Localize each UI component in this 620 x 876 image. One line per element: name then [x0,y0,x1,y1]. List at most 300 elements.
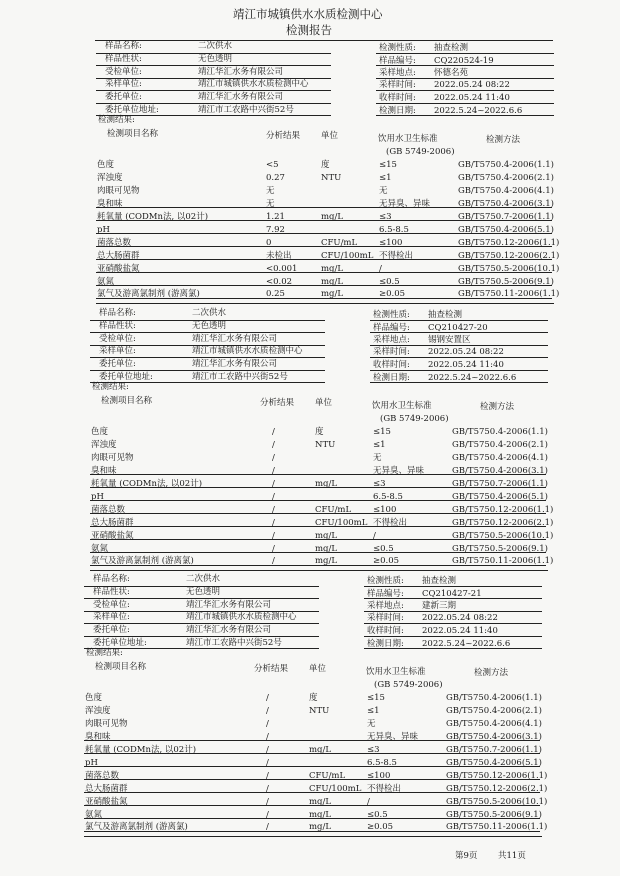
table-row [0,785,620,797]
item-result: / [272,440,275,450]
item-limit: ≥0.05 [379,289,406,299]
meta-underline [376,53,554,54]
col-method-header: 检测方法 [486,135,521,145]
item-limit: ≤1 [373,440,386,450]
item-result: / [272,466,275,476]
item-result: / [272,505,275,515]
meta-underline [96,90,331,91]
entrust-unit-label: 委托单位: [99,359,136,369]
entrust-addr-label: 委托单位地址: [105,105,159,115]
col-standard-header: 饮用水卫生标准 [372,401,432,411]
item-result: / [266,719,269,729]
table-row [0,519,620,531]
item-unit: mg/L [321,289,344,299]
receive-time-value: 2022.05.24 11:40 [428,360,504,370]
entrust-addr-value: 靖江市工农路中兴街52号 [198,105,294,115]
meta-underline [370,332,548,333]
sample-char-label: 样品性状: [93,587,130,597]
row-underline [90,539,546,540]
item-result: / [266,693,269,703]
item-limit: ≥0.05 [367,822,394,832]
client-label: 受检单位: [105,67,142,77]
page-number: 第9页 [455,851,478,861]
item-name: 氯气及游离氯制剂 (游离氯) [85,822,188,832]
meta-underline [84,636,319,637]
item-result: / [272,453,275,463]
table-row [0,428,620,440]
item-result: 0.25 [266,289,285,299]
item-result: 0.27 [266,173,285,183]
item-name: 氨氮 [91,544,109,554]
meta-underline [90,345,325,346]
meta-underline [364,623,542,624]
item-limit: ≤3 [367,745,380,755]
item-method: GB/T5750.12-2006(2.1) [458,251,560,261]
item-result: <0.02 [266,277,293,287]
meta-underline [96,65,331,66]
sample-name-label: 样品名称: [93,574,130,584]
test-type-label: 检测性质: [379,43,416,53]
meta-underline [84,598,319,599]
entrust-unit-label: 委托单位: [93,625,130,635]
item-result: / [266,822,269,832]
meta-underline [96,103,331,104]
sampling-time-label: 采样时间: [379,80,416,90]
table-row [0,707,620,719]
row-underline [84,779,540,780]
item-unit: mg/L [315,531,338,541]
item-name: 浑浊度 [91,440,117,450]
meta-underline [370,320,548,321]
meta-underline [364,648,542,649]
meta-underline [376,78,554,79]
meta-underline [370,382,548,383]
item-method: GB/T5750.12-2006(2.1) [452,518,554,528]
item-unit: mg/L [321,264,344,274]
item-result: / [272,518,275,528]
table-row [0,174,620,186]
item-name: 菌落总数 [85,771,120,781]
item-method: GB/T5750.12-2006(1.1) [446,771,548,781]
table-row [0,480,620,492]
col-item-header: 检测项目名称 [95,662,147,672]
table-row [0,746,620,758]
item-unit: CFU/100mL [315,518,368,528]
meta-underline [364,636,542,637]
test-type-label: 检测性质: [367,576,404,586]
item-limit: ≤15 [373,427,391,437]
sampling-site-value: 怀德名苑 [434,68,469,78]
item-method: GB/T5750.4-2006(4.1) [452,453,548,463]
item-limit: ≤100 [379,238,403,248]
row-underline [84,753,540,754]
sampling-unit-value: 靖江市城镇供水水质检测中心 [198,79,309,89]
page-total: 共11页 [498,851,526,861]
sample-no-label: 样品编号: [367,589,404,599]
meta-underline [364,611,542,612]
col-result-header: 分析结果 [254,664,289,674]
item-method: GB/T5750.5-2006(10.1) [446,797,548,807]
item-method: GB/T5750.11-2006(1.1) [452,556,554,566]
sampling-unit-value: 靖江市城镇供水水质检测中心 [186,612,297,622]
table-row [0,772,620,784]
sample-no-value: CQ210427-21 [422,589,482,599]
item-method: GB/T5750.4-2006(5.1) [446,758,542,768]
item-name: pH [85,758,98,768]
results-label: 检测结果: [92,382,129,392]
table-row [0,532,620,544]
row-underline [96,298,552,299]
item-limit: ≤100 [367,771,391,781]
item-unit: CFU/mL [321,238,358,248]
item-limit: / [373,531,376,541]
sampling-site-label: 采样地点: [379,68,416,78]
table-row [0,454,620,466]
item-result: / [266,810,269,820]
sample-no-label: 样品编号: [373,323,410,333]
entrust-addr-value: 靖江市工农路中兴街52号 [186,638,282,648]
meta-underline [376,115,554,116]
meta-underline [90,320,325,321]
entrust-addr-value: 靖江市工农路中兴街52号 [192,372,288,382]
block-divider [84,836,542,837]
row-underline [84,740,540,741]
meta-underline [376,103,554,104]
item-limit: ≤1 [379,173,392,183]
row-underline [90,526,546,527]
item-result: 0 [266,238,272,248]
item-name: 氯气及游离氯制剂 (游离氯) [97,289,200,299]
test-type-value: 抽查检测 [434,43,469,53]
item-name: 浑浊度 [97,173,123,183]
item-name: 色度 [85,693,103,703]
table-row [0,823,620,835]
item-limit: 无 [367,719,376,729]
item-unit: mg/L [315,479,338,489]
item-method: GB/T5750.4-2006(2.1) [458,173,554,183]
meta-underline [96,53,331,54]
row-underline [96,285,552,286]
item-limit: 无 [379,186,388,196]
table-row [0,226,620,238]
meta-underline [376,90,554,91]
item-method: GB/T5750.4-2006(3.1) [458,199,554,209]
item-result: / [266,771,269,781]
meta-underline [364,586,542,587]
col-method-header: 检测方法 [474,668,509,678]
item-result: / [272,544,275,554]
item-result: <5 [266,160,279,170]
block-divider [90,570,548,571]
test-date-label: 检测日期: [367,639,404,649]
table-row [0,187,620,199]
client-label: 受检单位: [93,600,130,610]
item-limit: 6.5-8.5 [367,758,397,768]
item-method: GB/T5750.12-2006(2.1) [446,784,548,794]
report-title: 检测报告 [286,23,332,37]
meta-underline [376,65,554,66]
row-underline [84,818,540,819]
item-method: GB/T5750.12-2006(1.1) [458,238,560,248]
entrust-addr-label: 委托单位地址: [99,372,153,382]
item-unit: mg/L [309,822,332,832]
item-limit: ≤0.5 [379,277,400,287]
item-name: 总大肠菌群 [85,784,128,794]
item-limit: ≤100 [373,505,397,515]
sampling-time-label: 采样时间: [367,613,404,623]
item-limit: 不得检出 [373,518,408,528]
sample-char-label: 样品性状: [105,54,142,64]
item-method: GB/T5750.4-2006(5.1) [452,492,548,502]
item-unit: mg/L [315,556,338,566]
item-result: / [272,427,275,437]
sampling-site-label: 采样地点: [373,335,410,345]
item-method: GB/T5750.4-2006(4.1) [458,186,554,196]
item-method: GB/T5750.12-2006(1.1) [452,505,554,515]
row-underline [84,831,540,832]
item-limit: 6.5-8.5 [379,225,409,235]
item-method: GB/T5750.4-2006(5.1) [458,225,554,235]
meta-underline [84,623,319,624]
sampling-unit-label: 采样单位: [105,79,142,89]
test-type-value: 抽查检测 [422,576,457,586]
item-method: GB/T5750.5-2006(9.1) [458,277,554,287]
item-result: <0.001 [266,264,298,274]
item-method: GB/T5750.11-2006(1.1) [446,822,548,832]
item-name: 亚硝酸盐氮 [85,797,128,807]
sample-char-value: 无色透明 [186,587,221,597]
item-method: GB/T5750.4-2006(1.1) [458,160,554,170]
item-unit: NTU [321,173,342,183]
item-limit: ≤15 [379,160,397,170]
sample-char-value: 无色透明 [198,54,233,64]
item-name: 亚硝酸盐氮 [97,264,140,274]
item-name: 浑浊度 [85,706,111,716]
row-underline [90,565,546,566]
table-row [0,493,620,505]
test-type-label: 检测性质: [373,310,410,320]
client-value: 靖江华汇水务有限公司 [198,67,284,77]
item-limit: / [367,797,370,807]
sample-name-value: 二次供水 [198,41,233,51]
item-limit: ≤3 [373,479,386,489]
meta-underline [370,345,548,346]
item-result: / [272,492,275,502]
row-underline [96,220,552,221]
item-result: / [266,797,269,807]
item-unit: CFU/mL [309,771,346,781]
item-result: 1.21 [266,212,285,222]
item-name: 总大肠菌群 [91,518,134,528]
item-name: 亚硝酸盐氮 [91,531,134,541]
item-method: GB/T5750.4-2006(3.1) [446,732,542,742]
col-standard-code: (GB 5749-2006) [380,414,449,424]
item-name: 总大肠菌群 [97,251,140,261]
item-limit: 不得检出 [379,251,414,261]
item-result: 无 [266,199,275,209]
item-name: 色度 [97,160,115,170]
entrust-unit-value: 靖江华汇水务有限公司 [198,92,284,102]
test-date-label: 检测日期: [373,373,410,383]
item-name: pH [91,492,104,502]
sample-char-label: 样品性状: [99,321,136,331]
item-unit: NTU [309,706,330,716]
item-limit: ≤3 [379,212,392,222]
table-row [0,161,620,173]
table-row [0,467,620,479]
col-unit-header: 单位 [315,398,333,408]
test-date-value: 2022.5.24~2022.6.6 [428,373,517,383]
table-row [0,557,620,569]
item-result: / [266,732,269,742]
row-underline [90,513,546,514]
meta-underline [96,78,331,79]
table-row [0,798,620,810]
item-method: GB/T5750.5-2006(10.1) [452,531,554,541]
block-divider [96,303,554,304]
item-unit: mg/L [309,745,332,755]
table-row [0,200,620,212]
test-date-label: 检测日期: [379,106,416,116]
receive-time-label: 收样时间: [379,93,416,103]
sampling-site-value: 建新三期 [422,601,457,611]
item-result: / [266,758,269,768]
item-name: 肉眼可见物 [91,453,134,463]
sample-char-value: 无色透明 [192,321,227,331]
row-underline [84,805,540,806]
item-name: 耗氧量 (CODMn法, 以02计) [91,479,203,489]
sample-name-value: 二次供水 [186,574,221,584]
item-unit: mg/L [321,277,344,287]
row-underline [90,474,546,475]
client-value: 靖江华汇水务有限公司 [186,600,272,610]
item-name: 耗氧量 (CODMn法, 以02计) [97,212,209,222]
col-standard-header: 饮用水卫生标准 [366,667,426,677]
item-limit: 6.5-8.5 [373,492,403,502]
item-method: GB/T5750.5-2006(9.1) [446,810,542,820]
table-row [0,290,620,302]
table-row [0,506,620,518]
item-result: 7.92 [266,225,285,235]
item-limit: / [379,264,382,274]
item-unit: mg/L [321,212,344,222]
item-result: / [272,556,275,566]
item-unit: CFU/mL [315,505,352,515]
sampling-time-value: 2022.05.24 08:22 [434,80,510,90]
item-name: 色度 [91,427,109,437]
client-value: 靖江华汇水务有限公司 [192,334,278,344]
table-row [0,694,620,706]
entrust-unit-label: 委托单位: [105,92,142,102]
item-method: GB/T5750.4-2006(1.1) [452,427,548,437]
col-method-header: 检测方法 [480,402,515,412]
receive-time-value: 2022.05.24 11:40 [434,93,510,103]
row-underline [96,246,552,247]
entrust-unit-value: 靖江华汇水务有限公司 [192,359,278,369]
item-method: GB/T5750.7-2006(1.1) [446,745,542,755]
test-date-value: 2022.5.24~2022.6.6 [422,639,511,649]
item-name: 氨氮 [85,810,103,820]
meta-underline [90,370,325,371]
item-name: 肉眼可见物 [97,186,140,196]
sample-no-label: 样品编号: [379,56,416,66]
table-row [0,733,620,745]
receive-time-value: 2022.05.24 11:40 [422,626,498,636]
meta-underline [84,586,319,587]
item-name: 臭和味 [97,199,123,209]
table-row [0,213,620,225]
item-limit: ≤1 [367,706,380,716]
item-limit: ≤15 [367,693,385,703]
item-name: pH [97,225,110,235]
org-title: 靖江市城镇供水水质检测中心 [233,7,383,21]
item-name: 菌落总数 [91,505,126,515]
item-name: 臭和味 [85,732,111,742]
test-type-value: 抽查检测 [428,310,463,320]
item-limit: ≤0.5 [367,810,388,820]
col-standard-code: (GB 5749-2006) [386,147,455,157]
item-unit: CFU/100mL [309,784,362,794]
item-result: 无 [266,186,275,196]
meta-underline [370,370,548,371]
sampling-time-label: 采样时间: [373,347,410,357]
col-unit-header: 单位 [321,131,339,141]
sample-no-value: CQ220524-19 [434,56,494,66]
col-standard-code: (GB 5749-2006) [374,680,443,690]
meta-underline [370,357,548,358]
item-method: GB/T5750.4-2006(2.1) [452,440,548,450]
receive-time-label: 收样时间: [373,360,410,370]
item-result: / [266,706,269,716]
sample-name-value: 二次供水 [192,308,227,318]
meta-underline [90,357,325,358]
row-underline [90,552,546,553]
sample-name-label: 样品名称: [99,308,136,318]
sampling-site-value: 锡钢安置区 [428,335,471,345]
item-method: GB/T5750.7-2006(1.1) [452,479,548,489]
item-method: GB/T5750.4-2006(2.1) [446,706,542,716]
item-name: 氯气及游离氯制剂 (游离氯) [91,556,194,566]
table-row [0,239,620,251]
item-unit: 度 [309,693,318,703]
meta-underline [90,332,325,333]
sample-no-value: CQ210427-20 [428,323,488,333]
header-divider [95,40,553,41]
table-row [0,759,620,771]
sampling-time-value: 2022.05.24 08:22 [428,347,504,357]
results-label: 检测结果: [86,648,123,658]
table-row [0,265,620,277]
table-row [0,720,620,732]
col-unit-header: 单位 [309,664,327,674]
item-name: 肉眼可见物 [85,719,128,729]
receive-time-label: 收样时间: [367,626,404,636]
item-result: / [272,479,275,489]
item-method: GB/T5750.4-2006(3.1) [452,466,548,476]
row-underline [90,487,546,488]
item-result: 未检出 [266,251,292,261]
item-method: GB/T5750.4-2006(1.1) [446,693,542,703]
col-standard-header: 饮用水卫生标准 [378,134,438,144]
row-underline [84,792,540,793]
item-result: / [266,784,269,794]
sampling-site-label: 采样地点: [367,601,404,611]
item-unit: 度 [321,160,330,170]
item-name: 氨氮 [97,277,115,287]
test-date-value: 2022.5.24~2022.6.6 [434,106,523,116]
item-name: 菌落总数 [97,238,132,248]
item-limit: ≤0.5 [373,544,394,554]
